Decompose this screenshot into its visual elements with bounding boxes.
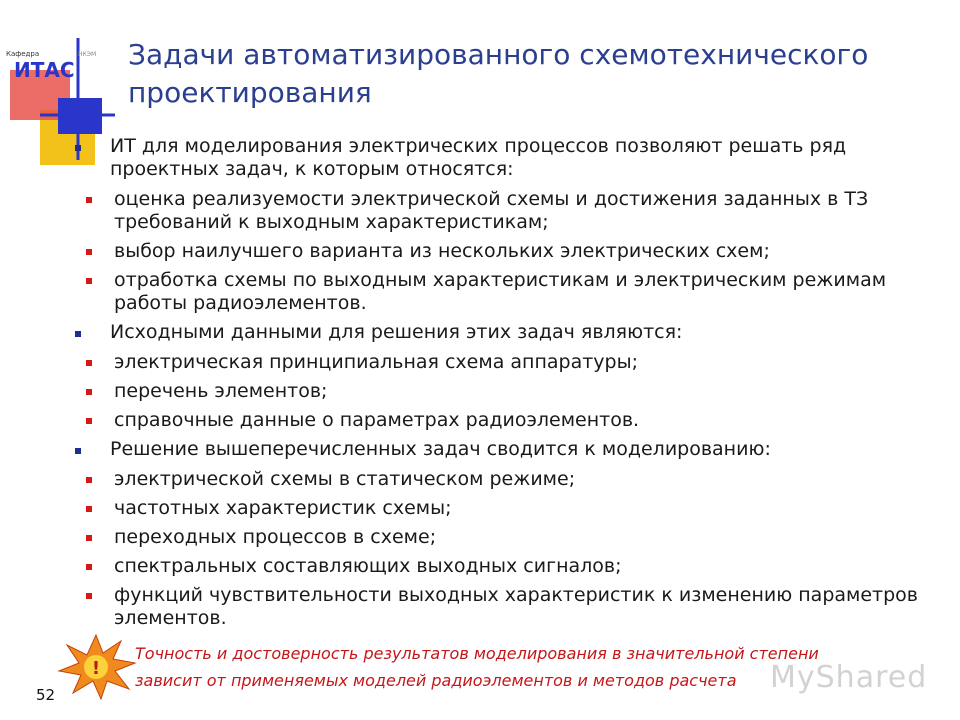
sub-bullet-text: электрической схемы в статическом режиме;: [114, 468, 576, 490]
bullet-item: [72, 321, 932, 344]
bullet-marker-icon: [75, 448, 81, 454]
sub-bullet-marker-icon: [86, 389, 92, 395]
sub-bullet-text: спектральных составляющих выходных сигналов;: [114, 555, 622, 577]
sub-bullet-item: [72, 409, 932, 432]
slide-title: Задачи автоматизированного схемотехнического проектирования: [128, 38, 869, 109]
sub-bullet-item: [72, 555, 932, 578]
sub-bullet-item: [72, 468, 932, 491]
warning-burst-icon: [55, 633, 137, 701]
sub-bullet-item: [72, 351, 932, 374]
sub-bullet-marker-icon: [86, 477, 92, 483]
bullet-text: ИТ для моделирования электрических процессов позволяют решать ряд проектных задач, к которым относятся:: [110, 135, 847, 180]
sub-bullet-text: электрическая принципиальная схема аппаратуры;: [114, 351, 638, 373]
sub-bullet-marker-icon: [86, 506, 92, 512]
bullet-text: Исходными данными для решения этих задач являются:: [110, 321, 683, 343]
sub-bullet-marker-icon: [86, 360, 92, 366]
sub-bullet-text: справочные данные о параметрах радиоэлементов.: [114, 409, 640, 431]
svg-text:!: !: [91, 658, 101, 679]
sub-bullet-item: [72, 269, 932, 315]
watermark: MyShared: [770, 660, 928, 695]
sub-bullet-list: [72, 468, 932, 630]
bullet-item: [72, 135, 932, 181]
sub-bullet-text: оценка реализуемости электрической схемы и достижения заданных в ТЗ требований к выходным характеристикам;: [114, 188, 869, 233]
sub-bullet-marker-icon: [86, 249, 92, 255]
logo-caption-side: НКЭМ: [78, 51, 97, 58]
sub-bullet-marker-icon: [86, 418, 92, 424]
bullet-list: [72, 135, 932, 636]
sub-bullet-item: [72, 526, 932, 549]
logo-caption-main: ИТАС: [14, 58, 75, 82]
sub-bullet-list: [72, 351, 932, 432]
bullet-item: [72, 438, 932, 461]
sub-bullet-text: выбор наилучшего варианта из нескольких электрических схем;: [114, 240, 770, 262]
bullet-marker-icon: [75, 145, 81, 151]
logo-caption-small: Кафедра: [6, 50, 40, 58]
page-number: 52: [36, 686, 56, 704]
sub-bullet-marker-icon: [86, 278, 92, 284]
bullet-text: Решение вышеперечисленных задач сводится к моделированию:: [110, 438, 771, 460]
sub-bullet-text: перечень элементов;: [114, 380, 328, 402]
sub-bullet-item: [72, 584, 932, 630]
sub-bullet-marker-icon: [86, 535, 92, 541]
sub-bullet-text: отработка схемы по выходным характеристикам и электрическим режимам работы радиоэлементов.: [114, 269, 887, 314]
sub-bullet-text: переходных процессов в схеме;: [114, 526, 437, 548]
sub-bullet-marker-icon: [86, 564, 92, 570]
note-line-1: Точность и достоверность результатов моделирования в значительной степени: [135, 644, 819, 663]
sub-bullet-item: [72, 240, 932, 263]
sub-bullet-item: [72, 380, 932, 403]
sub-bullet-text: функций чувствительности выходных характеристик к изменению параметров элементов.: [114, 584, 919, 629]
note-line-2: зависит от применяемых моделей радиоэлементов и методов расчета: [135, 671, 737, 690]
sub-bullet-marker-icon: [86, 593, 92, 599]
sub-bullet-list: [72, 188, 932, 315]
bullet-marker-icon: [75, 331, 81, 337]
sub-bullet-marker-icon: [86, 197, 92, 203]
sub-bullet-text: частотных характеристик схемы;: [114, 497, 452, 519]
sub-bullet-item: [72, 497, 932, 520]
sub-bullet-item: [72, 188, 932, 234]
